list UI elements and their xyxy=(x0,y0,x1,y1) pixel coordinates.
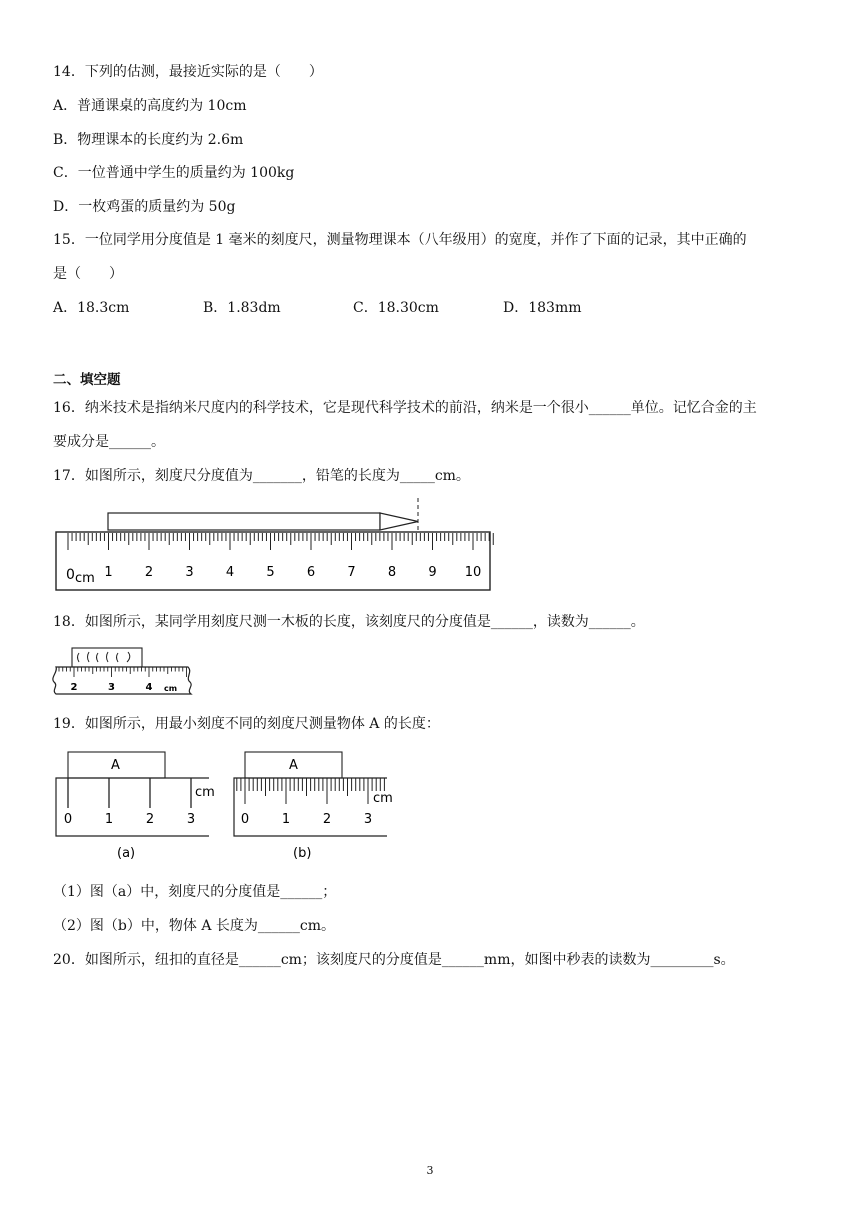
ruler-tick-label: 7 xyxy=(347,565,356,580)
q14-option-a: A．普通课桌的高度约为 10cm xyxy=(53,98,247,114)
ruler-tick-label: 2 xyxy=(144,565,154,580)
q19-sub2: （2）图（b）中，物体 A 长度为______cm。 xyxy=(53,918,335,934)
ruler-tick-label: 1 xyxy=(104,812,114,827)
ruler-tick-label: 5 xyxy=(266,565,275,580)
q15-option-b: B．1.83dm xyxy=(203,300,281,316)
ruler-tick-label: 6 xyxy=(306,565,316,580)
ruler-a-body xyxy=(56,778,209,836)
figure-a-caption: (a) xyxy=(117,846,136,861)
q19-sub1: （1）图（a）中，刻度尺的分度值是______； xyxy=(53,884,337,900)
ruler-a-ticks xyxy=(68,778,191,808)
figure-b-caption: (b) xyxy=(293,846,312,861)
q15-stem-line1: 15．一位同学用分度值是 1 毫米的刻度尺，测量物理课本（八年级用）的宽度，并作了下面的记录，其中正确的 xyxy=(53,232,747,248)
q18-stem: 18．如图所示，某同学用刻度尺测一木板的长度，该刻度尺的分度值是______，读数为______。 xyxy=(53,614,645,630)
q17-stem: 17．如图所示，刻度尺分度值为_______，铅笔的长度为_____cm。 xyxy=(53,468,470,484)
pencil-body xyxy=(108,513,380,530)
figure-a xyxy=(56,752,215,861)
q14-stem: 14．下列的估测，最接近实际的是（ ） xyxy=(53,64,323,80)
ruler-tick-label: 0 xyxy=(63,812,73,827)
page-number: 3 xyxy=(426,1164,434,1177)
object-b-label: A xyxy=(289,758,298,773)
ruler-tick-label: 1 xyxy=(281,812,291,827)
q15-stem-line2: 是（ ） xyxy=(53,266,123,282)
ruler-tick-label: 0 xyxy=(240,812,250,827)
ruler-tick-label: 2 xyxy=(145,812,155,827)
pencil-tip xyxy=(380,513,418,530)
ruler-unit-label: cm xyxy=(164,684,178,693)
section-heading: 二、填空题 xyxy=(53,372,121,388)
ruler-zero-label: 0 xyxy=(66,567,75,583)
ruler-tick-label: 4 xyxy=(145,682,153,693)
q15-option-a: A．18.3cm xyxy=(53,300,130,316)
q20-stem: 20．如图所示，纽扣的直径是______cm；该刻度尺的分度值是______mm，如图中秒表的读数为_________s。 xyxy=(53,952,735,968)
ruler-tick-label: 3 xyxy=(363,812,373,827)
ruler-tick-label: 9 xyxy=(428,565,437,580)
ruler-tick-label: 4 xyxy=(225,565,235,580)
q15-option-c: C．18.30cm xyxy=(353,300,439,316)
q16-line1: 16．纳米技术是指纳米尺度内的科学技术，它是现代科学技术的前沿，纳米是一个很小______单位。记忆合金的主 xyxy=(53,400,757,416)
q14-option-c: C．一位普通中学生的质量约为 100kg xyxy=(53,165,295,181)
q19-figures xyxy=(52,748,397,864)
ruler-unit-label: cm xyxy=(75,571,95,586)
ruler-tick-label: 2 xyxy=(322,812,332,827)
ruler-b-ticks xyxy=(237,778,385,804)
q14-option-d: D．一枚鸡蛋的质量约为 50g xyxy=(53,199,236,215)
figure-b xyxy=(234,752,393,861)
q18-ruler-figure xyxy=(48,644,198,698)
ruler-tick-label: 8 xyxy=(387,565,397,580)
ruler-tick-label: 3 xyxy=(108,682,115,693)
ruler-tick-label: 1 xyxy=(104,565,113,580)
ruler-tick-label: 10 xyxy=(464,565,482,580)
ruler-tick-label: 2 xyxy=(70,682,78,693)
q19-stem: 19．如图所示，用最小刻度不同的刻度尺测量物体 A 的长度： xyxy=(53,716,440,732)
q14-option-b: B．物理课本的长度约为 2.6m xyxy=(53,132,244,148)
ruler-tick-label: 3 xyxy=(185,565,194,580)
ruler-b-unit: cm xyxy=(373,791,393,806)
q16-line2: 要成分是______。 xyxy=(53,434,165,450)
object-a-label: A xyxy=(111,758,120,773)
q17-ruler-figure xyxy=(50,496,500,596)
ruler-a-unit: cm xyxy=(195,785,215,800)
q15-option-d: D．183mm xyxy=(503,300,582,316)
ruler-tick-label: 3 xyxy=(186,812,196,827)
